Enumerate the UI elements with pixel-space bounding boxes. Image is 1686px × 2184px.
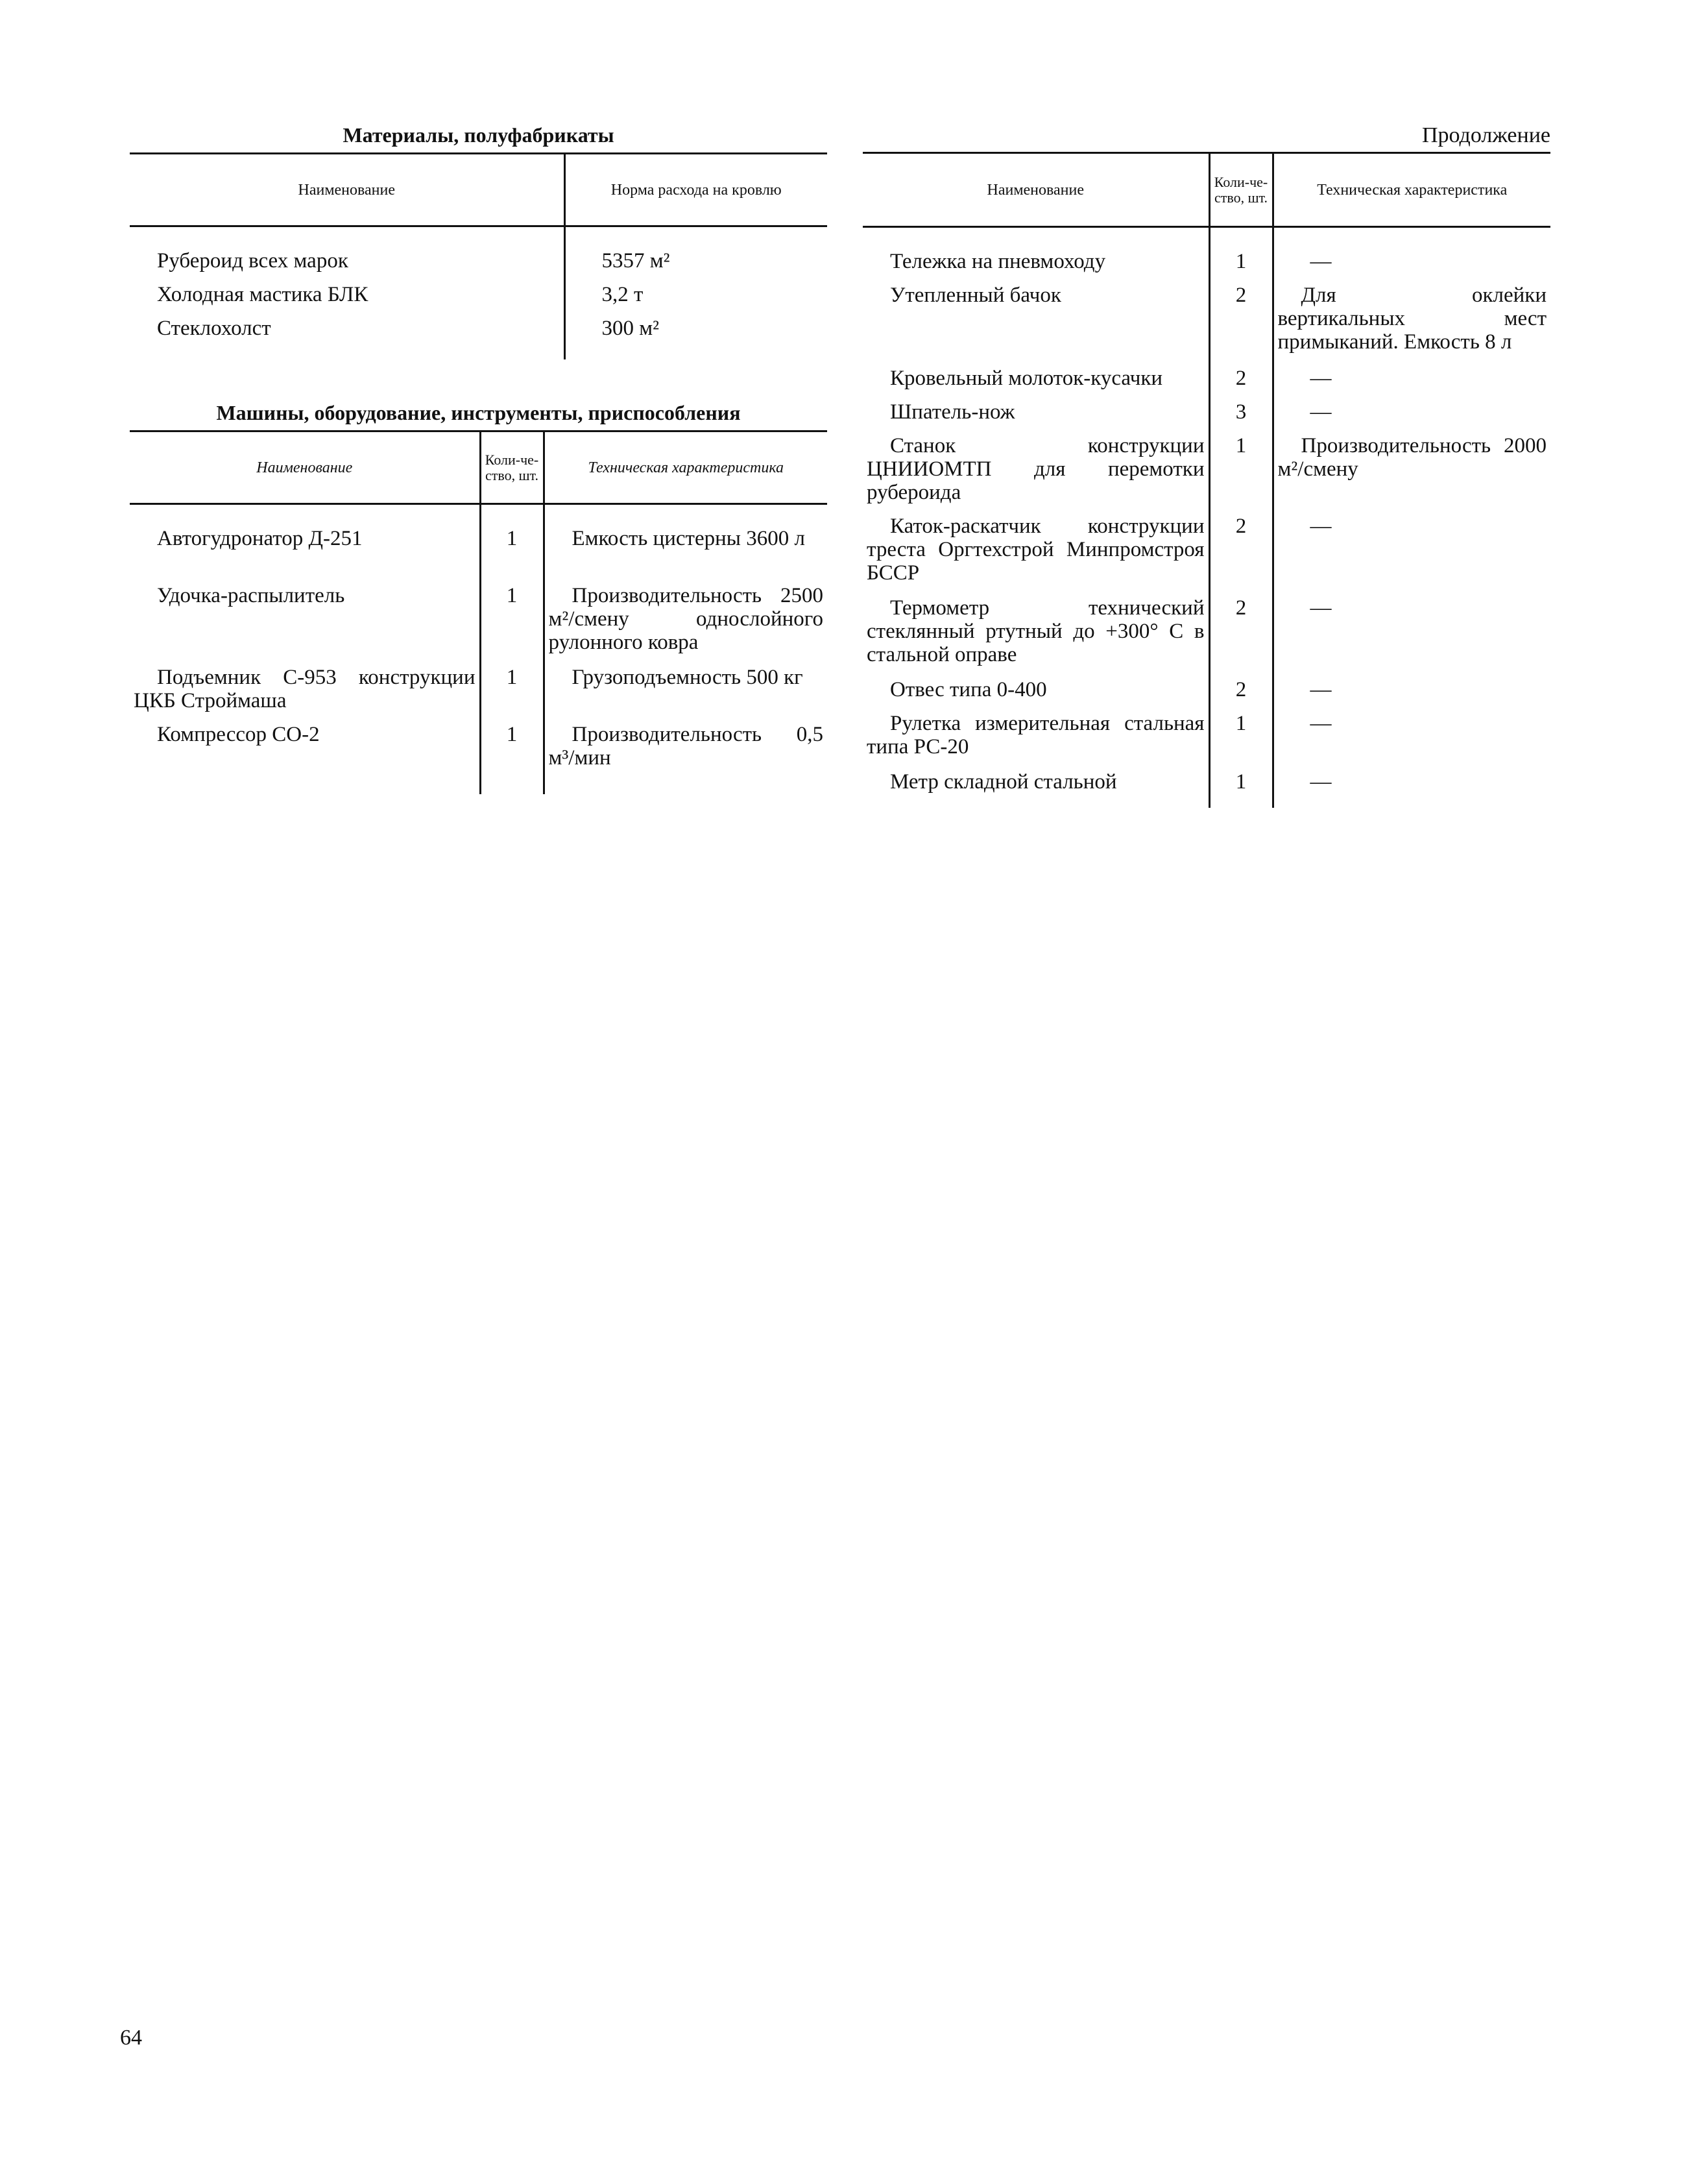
table-row [130,317,827,350]
equipment-name: Станок конструкции ЦНИИОМТП для перемотки рубероида [867,434,1205,504]
table-row [863,367,1550,400]
machines-table [130,430,827,794]
table-row [863,770,1550,808]
equipment-name: Тележка на пневмоходу [890,250,1106,273]
machines-title: Машины, оборудование, инструменты, приспособления [216,401,741,424]
machine-spec: Производительность 2500 м²/смену однослойного рулонного ковра [544,584,827,666]
table-row [863,515,1550,596]
machine-spec: Емкость цистерны 3600 л [544,527,827,584]
equipment-qty: 1 [1209,712,1273,770]
equipment-qty: 1 [1209,770,1273,808]
equipment-spec: — [1273,678,1550,712]
machine-qty: 1 [480,527,544,584]
material-name: Стеклохолст [157,317,271,340]
material-norm: 3,2 т [564,283,827,317]
table-row [130,527,827,584]
equipment-name: Кровельный молоток-кусачки [890,367,1163,390]
equipment-qty: 2 [1209,284,1273,367]
page-number: 64 [120,2026,142,2050]
equipment-spec: — [1273,712,1550,770]
equipment-name: Отвес типа 0-400 [890,678,1047,701]
equipment-name: Шпатель-нож [890,400,1015,424]
equipment-spec: — [1273,770,1550,808]
materials-header-name: Наименование [298,181,396,199]
equipment-name: Метр складной стальной [890,770,1117,794]
equipment-spec: Для оклейки вертикальных мест примыканий. Емкость 8 л [1273,284,1550,367]
table-row [130,723,827,794]
material-name: Холодная мастика БЛК [157,283,368,306]
table-row [130,283,827,317]
equipment-spec: — [1273,367,1550,400]
materials-section [130,123,827,359]
table-row [863,434,1550,515]
equipment-qty: 2 [1209,596,1273,678]
materials-title: Материалы, полуфабрикаты [343,123,614,147]
machine-name: Подъемник С-953 конструкции ЦКБ Строймаша [134,666,476,712]
materials-table [130,152,827,359]
machine-qty: 1 [480,666,544,723]
machine-qty: 1 [480,723,544,794]
machines-header-name: Наименование [256,459,353,476]
materials-header-norm: Норма расхода на кровлю [564,154,827,226]
equipment-qty: 1 [1209,250,1273,284]
equipment-name: Утепленный бачок [890,284,1061,307]
table-row [863,400,1550,434]
machine-qty: 1 [480,584,544,666]
machines-header-spec: Техническая характеристика [544,431,827,504]
equipment-spec: — [1273,596,1550,678]
table-row [130,666,827,723]
equipment-qty: 3 [1209,400,1273,434]
table-row [863,250,1550,284]
continuation-header-name: Наименование [987,181,1085,199]
material-norm: 300 м² [564,317,827,350]
machine-name: Автогудронатор Д-251 [157,527,363,550]
machine-spec: Грузоподъемность 500 кг [544,666,827,723]
table-row [863,712,1550,770]
equipment-name: Каток-раскатчик конструкции треста Оргтехстрой Минпромстроя БССР [867,515,1205,585]
equipment-spec: — [1273,400,1550,434]
material-name: Рубероид всех марок [157,249,348,273]
equipment-spec: — [1273,250,1550,284]
machines-header-qty: Коли-че-ство, шт. [480,431,544,504]
machine-name: Удочка-распылитель [157,584,345,607]
equipment-qty: 2 [1209,367,1273,400]
continuation-header-spec: Техническая характеристика [1273,153,1550,227]
equipment-spec: Производительность 2000 м²/смену [1273,434,1550,515]
table-row [130,249,827,283]
continuation-header-qty: Коли-че-ство, шт. [1209,153,1273,227]
material-norm: 5357 м² [564,249,827,283]
equipment-qty: 1 [1209,434,1273,515]
machine-spec: Производительность 0,5 м³/мин [544,723,827,794]
machines-section [130,401,827,794]
table-row [863,596,1550,678]
table-row [863,678,1550,712]
continuation-table [863,152,1550,808]
equipment-spec: — [1273,515,1550,596]
equipment-name: Термометр технический стеклянный ртутный до +300° С в стальной оправе [867,596,1205,666]
table-row [863,284,1550,367]
equipment-qty: 2 [1209,678,1273,712]
equipment-name: Рулетка измерительная стальная типа РС-20 [867,712,1205,758]
machine-name: Компрессор СО-2 [157,723,320,746]
continuation-section [863,123,1550,808]
continuation-title: Продолжение [1421,123,1550,147]
equipment-qty: 2 [1209,515,1273,596]
table-row [130,584,827,666]
